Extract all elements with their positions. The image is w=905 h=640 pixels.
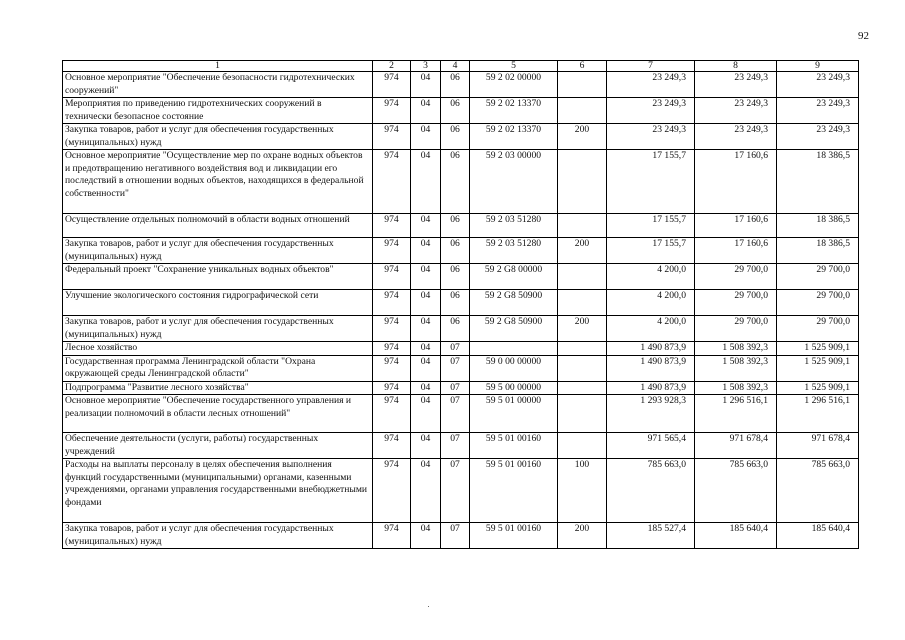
row-name-cell: Подпрограмма "Развитие лесного хозяйства" <box>63 381 373 395</box>
scan-dot <box>428 606 429 607</box>
expense-type-cell: 100 <box>558 459 607 523</box>
table-row <box>63 342 859 356</box>
amount-cell: 785 663,0 <box>607 459 695 523</box>
section-cell: 04 <box>411 264 441 290</box>
amount-cell: 23 249,3 <box>607 124 695 150</box>
code-cell: 974 <box>373 124 411 150</box>
code-cell: 974 <box>373 150 411 214</box>
amount-cell: 18 386,5 <box>777 214 859 238</box>
amount-cell: 17 155,7 <box>607 238 695 264</box>
subsection-cell: 07 <box>441 523 470 549</box>
subsection-cell: 06 <box>441 238 470 264</box>
subsection-cell: 07 <box>441 342 470 356</box>
target-article-cell: 59 2 02 13370 <box>470 98 558 124</box>
row-name-cell: Обеспечение деятельности (услуги, работы) государственных учреждений <box>63 433 373 459</box>
code-cell: 974 <box>373 355 411 381</box>
expense-type-cell: 200 <box>558 238 607 264</box>
amount-cell: 18 386,5 <box>777 238 859 264</box>
target-article-cell: 59 5 00 00000 <box>470 381 558 395</box>
amount-cell: 971 678,4 <box>777 433 859 459</box>
amount-cell: 4 200,0 <box>607 316 695 342</box>
row-name-cell: Основное мероприятие "Обеспечение государственного управления и реализации полномочий в области лесных отношений" <box>63 395 373 433</box>
target-article-cell: 59 5 01 00160 <box>470 433 558 459</box>
expense-type-cell <box>558 72 607 98</box>
section-cell: 04 <box>411 523 441 549</box>
section-cell: 04 <box>411 342 441 356</box>
row-name-cell: Закупка товаров, работ и услуг для обеспечения государственных (муниципальных) нужд <box>63 238 373 264</box>
amount-cell: 29 700,0 <box>777 290 859 316</box>
subsection-cell: 06 <box>441 316 470 342</box>
row-name-cell: Закупка товаров, работ и услуг для обеспечения государственных (муниципальных) нужд <box>63 316 373 342</box>
section-cell: 04 <box>411 316 441 342</box>
amount-cell: 1 490 873,9 <box>607 381 695 395</box>
row-name-cell: Государственная программа Ленинградской области "Охрана окружающей среды Ленинградской области" <box>63 355 373 381</box>
amount-cell: 17 160,6 <box>695 150 777 214</box>
column-header: 6 <box>558 61 607 72</box>
code-cell: 974 <box>373 342 411 356</box>
subsection-cell: 06 <box>441 150 470 214</box>
column-header: 8 <box>695 61 777 72</box>
amount-cell: 29 700,0 <box>695 264 777 290</box>
column-header: 4 <box>441 61 470 72</box>
row-name-cell: Осуществление отдельных полномочий в области водных отношений <box>63 214 373 238</box>
subsection-cell: 06 <box>441 214 470 238</box>
subsection-cell: 07 <box>441 395 470 433</box>
section-cell: 04 <box>411 459 441 523</box>
column-header: 2 <box>373 61 411 72</box>
target-article-cell: 59 2 03 51280 <box>470 238 558 264</box>
amount-cell: 185 640,4 <box>695 523 777 549</box>
expense-type-cell <box>558 355 607 381</box>
section-cell: 04 <box>411 214 441 238</box>
table-row <box>63 238 859 264</box>
code-cell: 974 <box>373 395 411 433</box>
expense-type-cell <box>558 264 607 290</box>
row-name-cell: Основное мероприятие "Осуществление мер по охране водных объектов и предотвращению негативного воздействия вод и ликвидации его последствий в отношении водных объектов, находящихся в федеральной собственности" <box>63 150 373 214</box>
budget-table <box>62 60 859 549</box>
table-row <box>63 124 859 150</box>
subsection-cell: 06 <box>441 290 470 316</box>
code-cell: 974 <box>373 264 411 290</box>
code-cell: 974 <box>373 98 411 124</box>
amount-cell: 185 640,4 <box>777 523 859 549</box>
target-article-cell: 59 2 02 13370 <box>470 124 558 150</box>
expense-type-cell: 200 <box>558 523 607 549</box>
subsection-cell: 07 <box>441 459 470 523</box>
amount-cell: 17 160,6 <box>695 238 777 264</box>
section-cell: 04 <box>411 355 441 381</box>
table-row <box>63 355 859 381</box>
row-name-cell: Федеральный проект "Сохранение уникальных водных объектов" <box>63 264 373 290</box>
subsection-cell: 07 <box>441 381 470 395</box>
target-article-cell: 59 5 01 00160 <box>470 459 558 523</box>
amount-cell: 971 678,4 <box>695 433 777 459</box>
table-row <box>63 433 859 459</box>
target-article-cell: 59 5 01 00000 <box>470 395 558 433</box>
table-row <box>63 264 859 290</box>
amount-cell: 29 700,0 <box>695 316 777 342</box>
amount-cell: 785 663,0 <box>695 459 777 523</box>
expense-type-cell <box>558 290 607 316</box>
amount-cell: 18 386,5 <box>777 150 859 214</box>
amount-cell: 23 249,3 <box>607 72 695 98</box>
section-cell: 04 <box>411 124 441 150</box>
table-row <box>63 381 859 395</box>
section-cell: 04 <box>411 98 441 124</box>
amount-cell: 17 155,7 <box>607 150 695 214</box>
subsection-cell: 07 <box>441 433 470 459</box>
expense-type-cell <box>558 214 607 238</box>
amount-cell: 23 249,3 <box>695 72 777 98</box>
row-name-cell: Лесное хозяйство <box>63 342 373 356</box>
section-cell: 04 <box>411 238 441 264</box>
table-row <box>63 523 859 549</box>
amount-cell: 29 700,0 <box>777 316 859 342</box>
table-row <box>63 72 859 98</box>
amount-cell: 23 249,3 <box>777 124 859 150</box>
target-article-cell: 59 0 00 00000 <box>470 355 558 381</box>
code-cell: 974 <box>373 523 411 549</box>
amount-cell: 1 508 392,3 <box>695 342 777 356</box>
table-header-row <box>63 61 859 72</box>
amount-cell: 1 508 392,3 <box>695 381 777 395</box>
row-name-cell: Закупка товаров, работ и услуг для обеспечения государственных (муниципальных) нужд <box>63 124 373 150</box>
amount-cell: 23 249,3 <box>777 98 859 124</box>
column-header: 3 <box>411 61 441 72</box>
subsection-cell: 06 <box>441 72 470 98</box>
code-cell: 974 <box>373 381 411 395</box>
code-cell: 974 <box>373 459 411 523</box>
expense-type-cell: 200 <box>558 124 607 150</box>
section-cell: 04 <box>411 150 441 214</box>
column-header: 9 <box>777 61 859 72</box>
amount-cell: 1 508 392,3 <box>695 355 777 381</box>
table-row <box>63 316 859 342</box>
amount-cell: 23 249,3 <box>695 124 777 150</box>
amount-cell: 971 565,4 <box>607 433 695 459</box>
amount-cell: 1 525 909,1 <box>777 381 859 395</box>
target-article-cell: 59 2 G8 00000 <box>470 264 558 290</box>
amount-cell: 29 700,0 <box>777 264 859 290</box>
row-name-cell: Закупка товаров, работ и услуг для обеспечения государственных (муниципальных) нужд <box>63 523 373 549</box>
amount-cell: 23 249,3 <box>695 98 777 124</box>
row-name-cell: Основное мероприятие "Обеспечение безопасности гидротехнических сооружений" <box>63 72 373 98</box>
code-cell: 974 <box>373 433 411 459</box>
amount-cell: 17 160,6 <box>695 214 777 238</box>
amount-cell: 1 525 909,1 <box>777 355 859 381</box>
amount-cell: 4 200,0 <box>607 264 695 290</box>
amount-cell: 1 525 909,1 <box>777 342 859 356</box>
code-cell: 974 <box>373 316 411 342</box>
amount-cell: 1 490 873,9 <box>607 342 695 356</box>
table-row <box>63 290 859 316</box>
table-row <box>63 150 859 214</box>
code-cell: 974 <box>373 214 411 238</box>
row-name-cell: Мероприятия по приведению гидротехнических сооружений в технически безопасное состояние <box>63 98 373 124</box>
section-cell: 04 <box>411 433 441 459</box>
section-cell: 04 <box>411 290 441 316</box>
amount-cell: 29 700,0 <box>695 290 777 316</box>
row-name-cell: Улучшение экологического состояния гидрографической сети <box>63 290 373 316</box>
column-header: 1 <box>63 61 373 72</box>
expense-type-cell <box>558 98 607 124</box>
subsection-cell: 07 <box>441 355 470 381</box>
target-article-cell: 59 2 03 00000 <box>470 150 558 214</box>
subsection-cell: 06 <box>441 98 470 124</box>
expense-type-cell <box>558 342 607 356</box>
subsection-cell: 06 <box>441 264 470 290</box>
row-name-cell: Расходы на выплаты персоналу в целях обеспечения выполнения функций государственными (муниципальными) органами, казенными учреждениями, органами управления государственными внебюджетными фондами <box>63 459 373 523</box>
code-cell: 974 <box>373 290 411 316</box>
amount-cell: 185 527,4 <box>607 523 695 549</box>
amount-cell: 1 490 873,9 <box>607 355 695 381</box>
subsection-cell: 06 <box>441 124 470 150</box>
table-row <box>63 214 859 238</box>
target-article-cell: 59 2 G8 50900 <box>470 290 558 316</box>
amount-cell: 1 296 516,1 <box>777 395 859 433</box>
column-header: 7 <box>607 61 695 72</box>
amount-cell: 23 249,3 <box>607 98 695 124</box>
target-article-cell: 59 2 G8 50900 <box>470 316 558 342</box>
amount-cell: 4 200,0 <box>607 290 695 316</box>
section-cell: 04 <box>411 381 441 395</box>
target-article-cell: 59 5 01 00160 <box>470 523 558 549</box>
expense-type-cell <box>558 381 607 395</box>
amount-cell: 785 663,0 <box>777 459 859 523</box>
expense-type-cell <box>558 395 607 433</box>
table-row <box>63 459 859 523</box>
amount-cell: 23 249,3 <box>777 72 859 98</box>
expense-type-cell <box>558 433 607 459</box>
expense-type-cell: 200 <box>558 316 607 342</box>
section-cell: 04 <box>411 72 441 98</box>
section-cell: 04 <box>411 395 441 433</box>
target-article-cell: 59 2 03 51280 <box>470 214 558 238</box>
expense-type-cell <box>558 150 607 214</box>
table-row <box>63 395 859 433</box>
target-article-cell <box>470 342 558 356</box>
amount-cell: 17 155,7 <box>607 214 695 238</box>
amount-cell: 1 293 928,3 <box>607 395 695 433</box>
target-article-cell: 59 2 02 00000 <box>470 72 558 98</box>
column-header: 5 <box>470 61 558 72</box>
page-number: 92 <box>858 30 869 42</box>
code-cell: 974 <box>373 238 411 264</box>
code-cell: 974 <box>373 72 411 98</box>
amount-cell: 1 296 516,1 <box>695 395 777 433</box>
table-row <box>63 98 859 124</box>
